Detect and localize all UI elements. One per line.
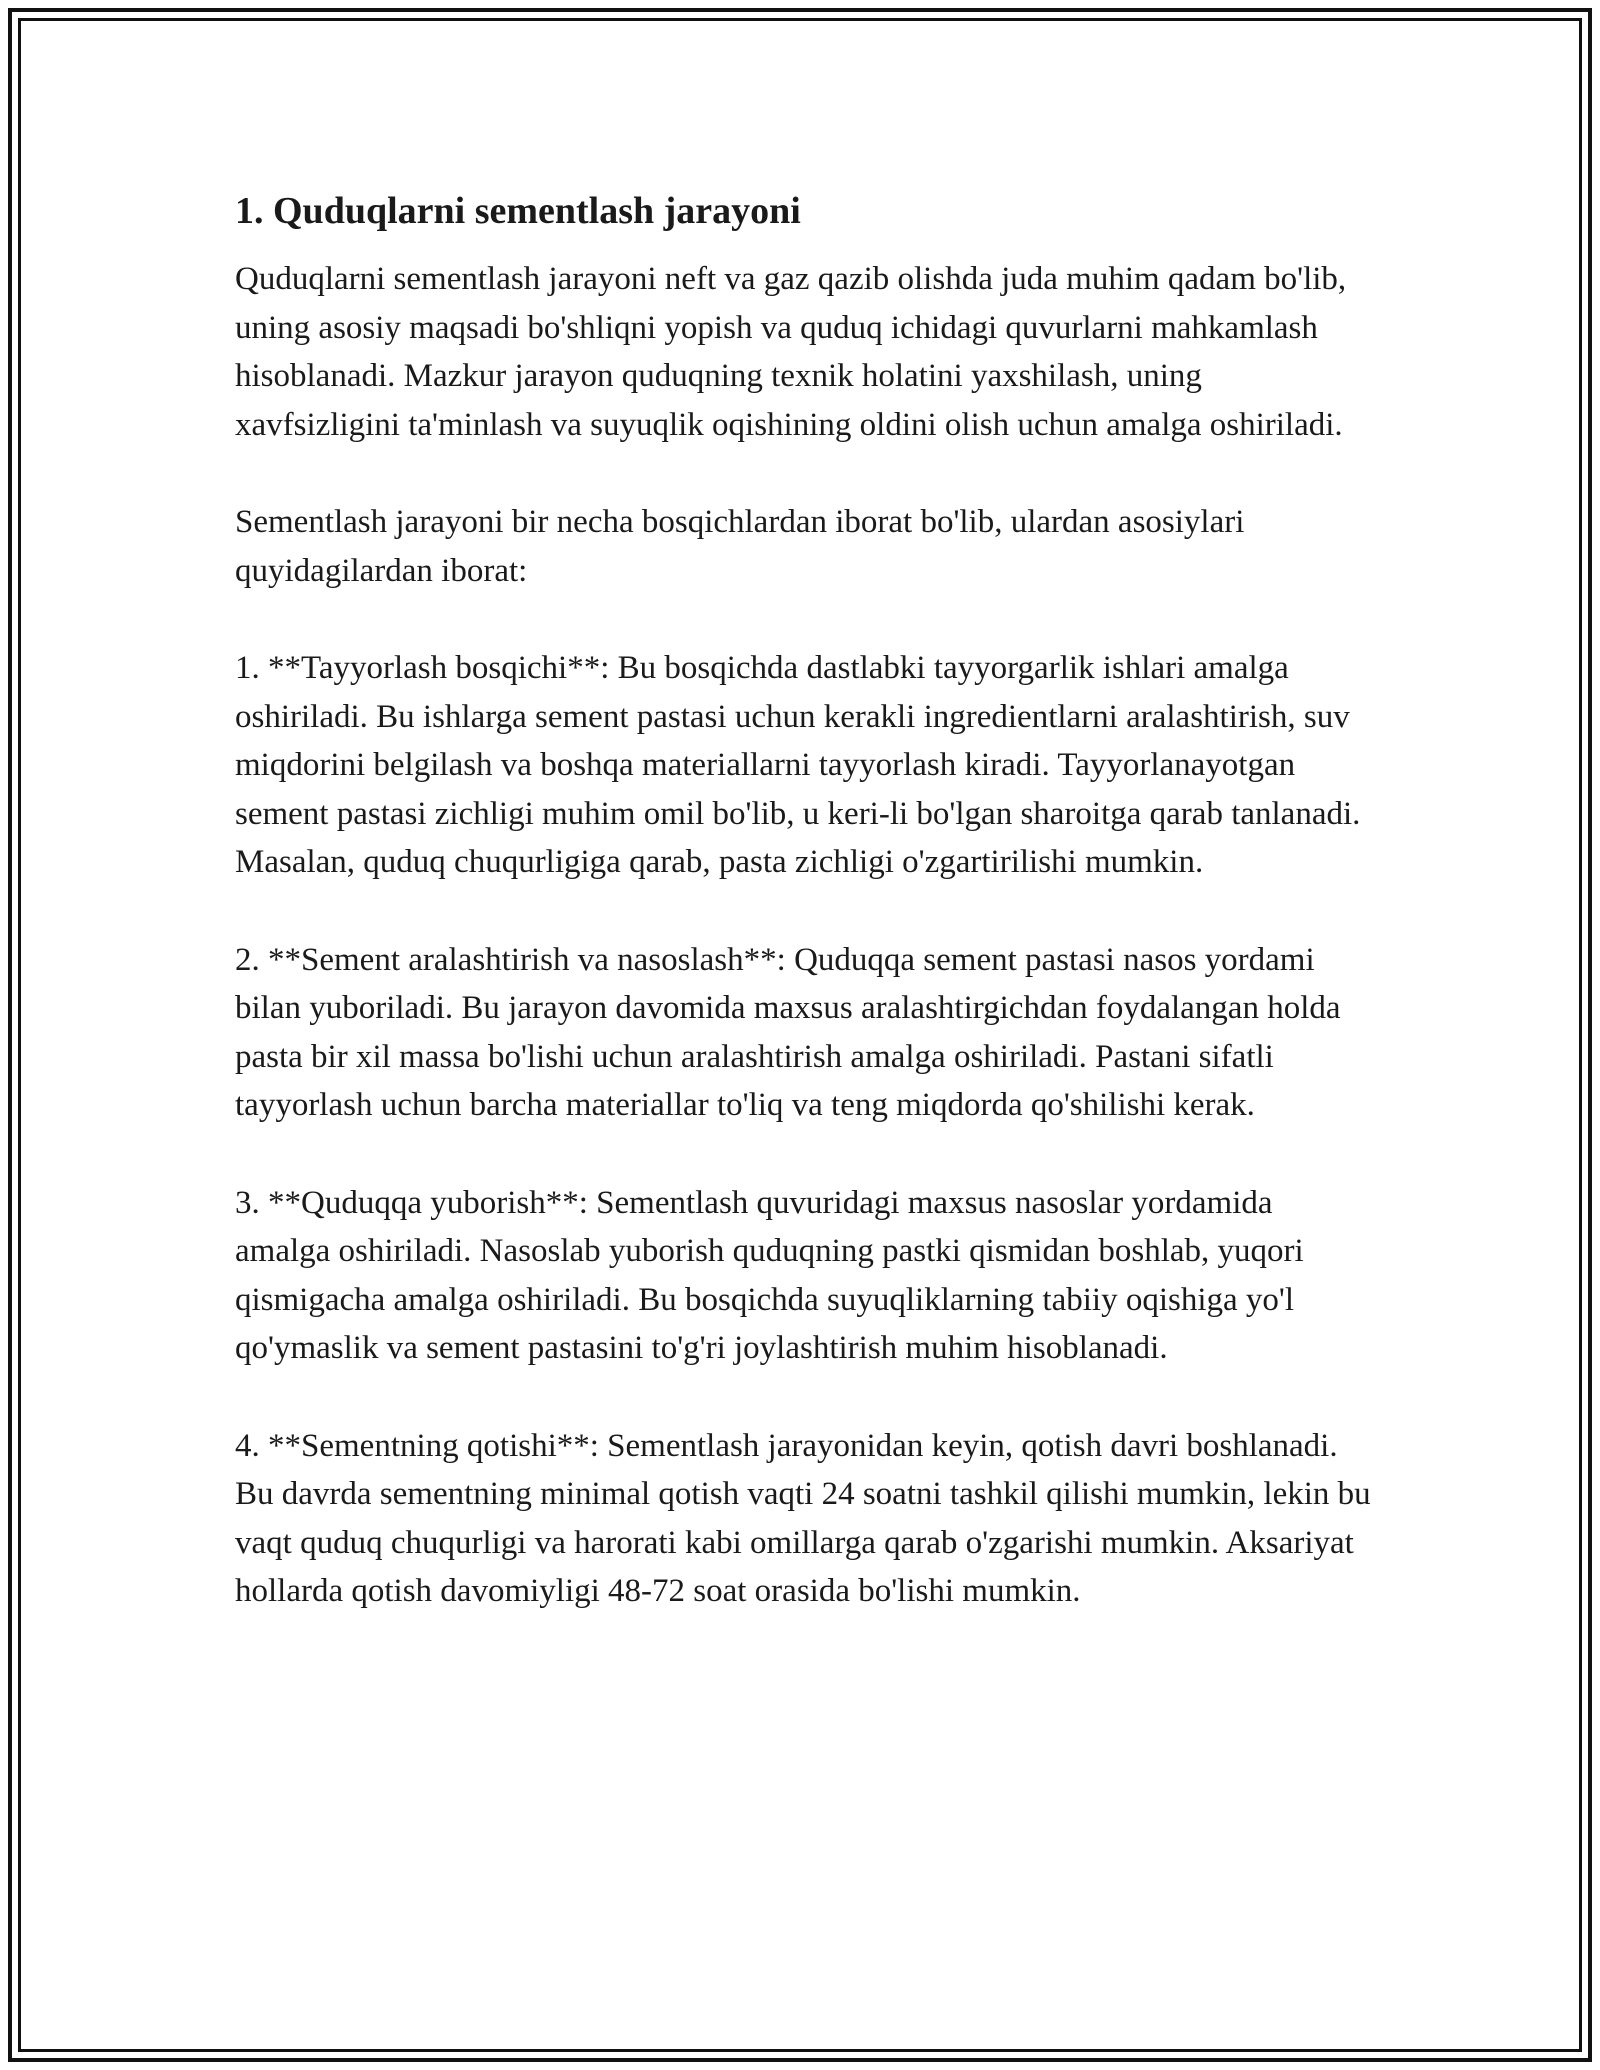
document-body [235,185,1375,1616]
paragraph-stage-2: 2. **Sement aralashtirish va nasoslash**: Quduqqa sement pastasi nasos yordami bilan yuboriladi. Bu jarayon davomida maxsus aralashtirgichdan foydalangan holda pasta bir xil massa bo'lishi uchun aralashtirish amalga oshiriladi. Pastani sifatli tayyorlash uchun barcha materiallar to'liq va teng miqdorda qo'shilishi kerak. [235,941,1341,1123]
paragraph-stage-3: 3. **Quduqqa yuborish**: Sementlash quvuridagi maxsus nasoslar yordamida amalga oshiriladi. Nasoslab yuborish quduqning pastki qismidan boshlab, yuqori qismigacha amalga oshiriladi. Bu bosqichda suyuqliklarning tabiiy oqishiga yo'l qo'ymaslik va sement pastasini to'g'ri joylashtirish muhim hisoblanadi. [235,1184,1304,1366]
paragraph-intro: Quduqlarni sementlash jarayoni neft va gaz qazib olishda juda muhim qadam bo'lib, uning asosiy maqsadi bo'shliqni yopish va quduq ichidagi quvurlarni mahkamlash hisoblanadi. Mazkur jarayon quduqning texnik holatini yaxshilash, uning xavfsizligini ta'minlash va suyuqlik oqishining oldini olish uchun amalga oshiriladi. [235,261,1347,443]
paragraph-stage-1: 1. **Tayyorlash bosqichi**: Bu bosqichda dastlabki tayyorgarlik ishlari amalga oshiriladi. Bu ishlarga sement pastasi uchun kerakli ingredientlarni aralashtirish, suv miqdorini belgilash va boshqa materiallarni tayyorlash kiradi. Tayyorlanayotgan sement pastasi zichligi muhim omil bo'lib, u keri-li bo'lgan sharoitga qarab tanlanadi. Masalan, quduq chuqurligiga qarab, pasta zichligi o'zgartirilishi mumkin. [235,650,1361,880]
document-title: 1. Quduqlarni sementlash jarayoni [235,190,801,232]
paragraph-stages-intro: Sementlash jarayoni bir necha bosqichlardan iborat bo'lib, ulardan asosiylari quyidagilardan iborat: [235,504,1245,589]
paragraph-stage-4: 4. **Sementning qotishi**: Sementlash jarayonidan keyin, qotish davri boshlanadi. Bu davrda sementning minimal qotish vaqti 24 soatni tashkil qilishi mumkin, lekin bu vaqt quduq chuqurligi va harorati kabi omillarga qarab o'zgarishi mumkin. Aksariyat hollarda qotish davomiyligi 48-72 soat orasida bo'lishi mumkin. [235,1427,1371,1609]
